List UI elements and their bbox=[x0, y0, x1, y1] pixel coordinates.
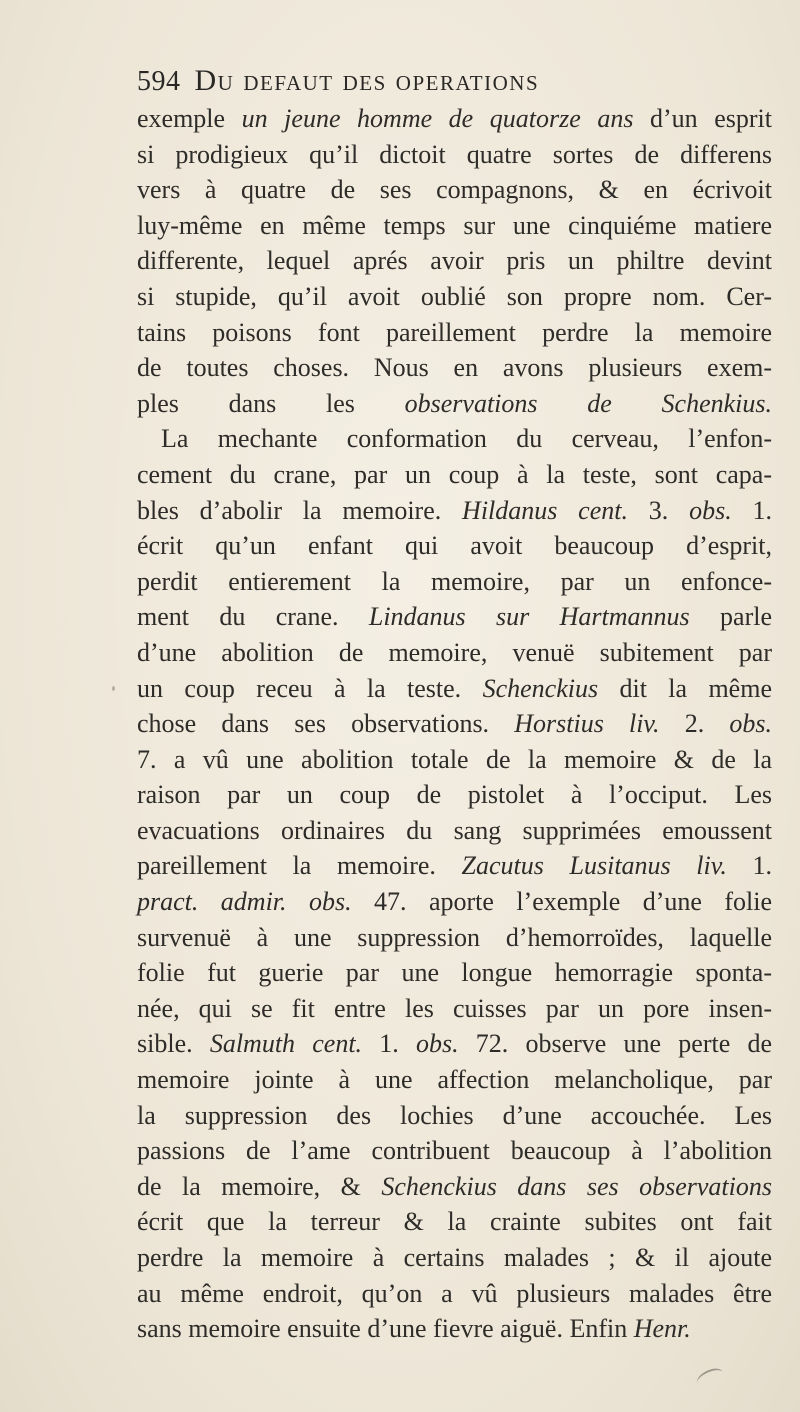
text-line bbox=[137, 350, 772, 386]
text-segment: d’un esprit bbox=[633, 104, 772, 133]
text-line bbox=[137, 1240, 772, 1276]
ink-spot bbox=[112, 686, 115, 691]
text-segment: differente, lequel aprés avoir pris un philtre devint bbox=[137, 246, 772, 276]
text-segment: de la memoire, & bbox=[137, 1171, 382, 1201]
text-segment: sible. bbox=[137, 1029, 210, 1059]
text-line bbox=[137, 1204, 772, 1240]
text-line bbox=[137, 493, 772, 529]
text-segment: survenuë à une suppression d’hemorroïdes, laquelle bbox=[137, 922, 772, 952]
text-segment: bles d’abolir la memoire. bbox=[137, 495, 463, 525]
text-line bbox=[137, 1098, 772, 1134]
text-segment: evacuations ordinaires du sang supprimées emoussent bbox=[137, 815, 772, 845]
text-segment: sans memoire ensuite d’une fievre aiguë. Enfin bbox=[137, 1314, 634, 1344]
text-segment: tains poisons font pareillement perdre la memoire bbox=[137, 317, 772, 347]
text-line bbox=[137, 777, 772, 813]
text-line bbox=[137, 386, 772, 422]
text-segment: écrit que la terreur & la crainte subites ont fait bbox=[137, 1207, 772, 1237]
text-line bbox=[137, 991, 772, 1027]
text-segment: si stupide, qu’il avoit oublié son propre nom. Cer- bbox=[137, 281, 772, 311]
italic-segment: Schenckius dans ses observations bbox=[381, 1171, 772, 1201]
text-line bbox=[137, 1276, 772, 1312]
text-segment: perdre la memoire à certains malades ; & il ajoute bbox=[137, 1243, 772, 1272]
text-segment: 1. bbox=[362, 1029, 416, 1059]
text-segment: de toutes choses. Nous en avons plusieurs exem- bbox=[137, 353, 772, 383]
text-segment: 47. aporte l’exemple d’une folie bbox=[351, 887, 772, 917]
text-segment: parle bbox=[689, 602, 773, 632]
italic-segment: Lindanus sur Hartmannus bbox=[368, 602, 690, 632]
text-segment: ment du crane. bbox=[137, 602, 369, 632]
text-line bbox=[137, 457, 772, 493]
pen-mark bbox=[694, 1366, 726, 1390]
text-segment: La mechante conformation du cerveau, l’enfon- bbox=[161, 424, 772, 454]
text-segment: exemple bbox=[137, 104, 242, 133]
italic-segment: Horstius liv. bbox=[514, 709, 660, 739]
text-segment: luy-même en même temps sur une cinquiéme matiere bbox=[137, 210, 772, 240]
italic-segment: obs. bbox=[729, 709, 773, 739]
italic-segment: un jeune homme de quatorze ans bbox=[241, 104, 634, 133]
text-line bbox=[137, 1133, 772, 1169]
page-number: 594 bbox=[137, 66, 181, 97]
text-segment: 2. bbox=[659, 709, 730, 739]
italic-segment: obs. bbox=[415, 1029, 459, 1059]
text-segment: un coup receu à la teste. bbox=[137, 673, 483, 703]
italic-segment: Hildanus cent. bbox=[462, 495, 628, 525]
text-line bbox=[137, 671, 772, 707]
text-segment: folie fut guerie par une longue hemorragie sponta- bbox=[137, 958, 772, 988]
italic-segment: Henr. bbox=[633, 1314, 691, 1344]
text-line bbox=[137, 279, 772, 315]
text-line bbox=[137, 101, 772, 137]
text-segment: 3. bbox=[628, 495, 690, 525]
text-segment: perdit entierement la memoire, par un enfonce- bbox=[137, 566, 772, 596]
text-segment: 1. bbox=[731, 495, 773, 525]
text-line bbox=[137, 599, 772, 635]
text-segment: raison par un coup de pistolet à l’occiput. Les bbox=[137, 780, 772, 810]
running-title: Du defaut des operations bbox=[194, 64, 540, 97]
text-line bbox=[137, 208, 772, 244]
text-line bbox=[137, 1026, 772, 1062]
text-segment: passions de l’ame contribuent beaucoup à l’abolition bbox=[137, 1136, 772, 1166]
text-line bbox=[137, 172, 772, 208]
running-header bbox=[137, 64, 539, 98]
text-segment: vers à quatre de ses compagnons, & en écrivoit bbox=[137, 175, 772, 205]
text-segment: si prodigieux qu’il dictoit quatre sortes de differens bbox=[137, 139, 772, 169]
text-line bbox=[137, 742, 772, 778]
body-text bbox=[137, 101, 772, 1347]
text-line bbox=[137, 848, 772, 884]
text-segment: d’une abolition de memoire, venuë subitement par bbox=[137, 637, 772, 667]
text-line bbox=[137, 635, 772, 671]
text-segment: cement du crane, par un coup à la teste, sont capa- bbox=[137, 459, 772, 489]
italic-segment: observations de Schenkius. bbox=[404, 388, 772, 418]
text-line bbox=[137, 884, 772, 920]
text-segment: 1. bbox=[726, 851, 772, 881]
text-line bbox=[137, 1311, 772, 1347]
text-segment: 7. a vû une abolition totale de la memoire & de la bbox=[137, 744, 772, 774]
text-line bbox=[137, 137, 772, 173]
text-line bbox=[137, 528, 772, 564]
text-segment: chose dans ses observations. bbox=[137, 709, 515, 739]
text-segment: née, qui se fit entre les cuisses par un pore insen- bbox=[137, 993, 772, 1023]
italic-segment: Schenckius bbox=[482, 673, 599, 703]
text-segment: pareillement la memoire. bbox=[137, 851, 462, 881]
italic-segment: Zacutus Lusitanus liv. bbox=[461, 851, 727, 881]
text-segment: la suppression des lochies d’une accouchée. Les bbox=[137, 1100, 772, 1130]
text-line bbox=[137, 315, 772, 351]
text-segment: au même endroit, qu’on a vû plusieurs malades être bbox=[137, 1278, 772, 1308]
text-line bbox=[137, 706, 772, 742]
text-line bbox=[137, 813, 772, 849]
text-line bbox=[137, 920, 772, 956]
text-line bbox=[137, 955, 772, 991]
italic-segment: pract. admir. obs. bbox=[137, 887, 352, 917]
text-line bbox=[137, 243, 772, 279]
text-segment: écrit qu’un enfant qui avoit beaucoup d’esprit, bbox=[137, 531, 772, 561]
italic-segment: Salmuth cent. bbox=[209, 1029, 363, 1059]
text-line bbox=[137, 1169, 772, 1205]
text-segment: ples dans les bbox=[137, 388, 405, 418]
text-line bbox=[137, 564, 772, 600]
text-segment: memoire jointe à une affection melancholique, par bbox=[137, 1065, 772, 1095]
italic-segment: obs. bbox=[689, 495, 732, 525]
text-segment: dit la même bbox=[598, 673, 772, 703]
text-line bbox=[137, 1062, 772, 1098]
text-line bbox=[137, 421, 772, 457]
text-segment: 72. observe une perte de bbox=[458, 1029, 772, 1059]
